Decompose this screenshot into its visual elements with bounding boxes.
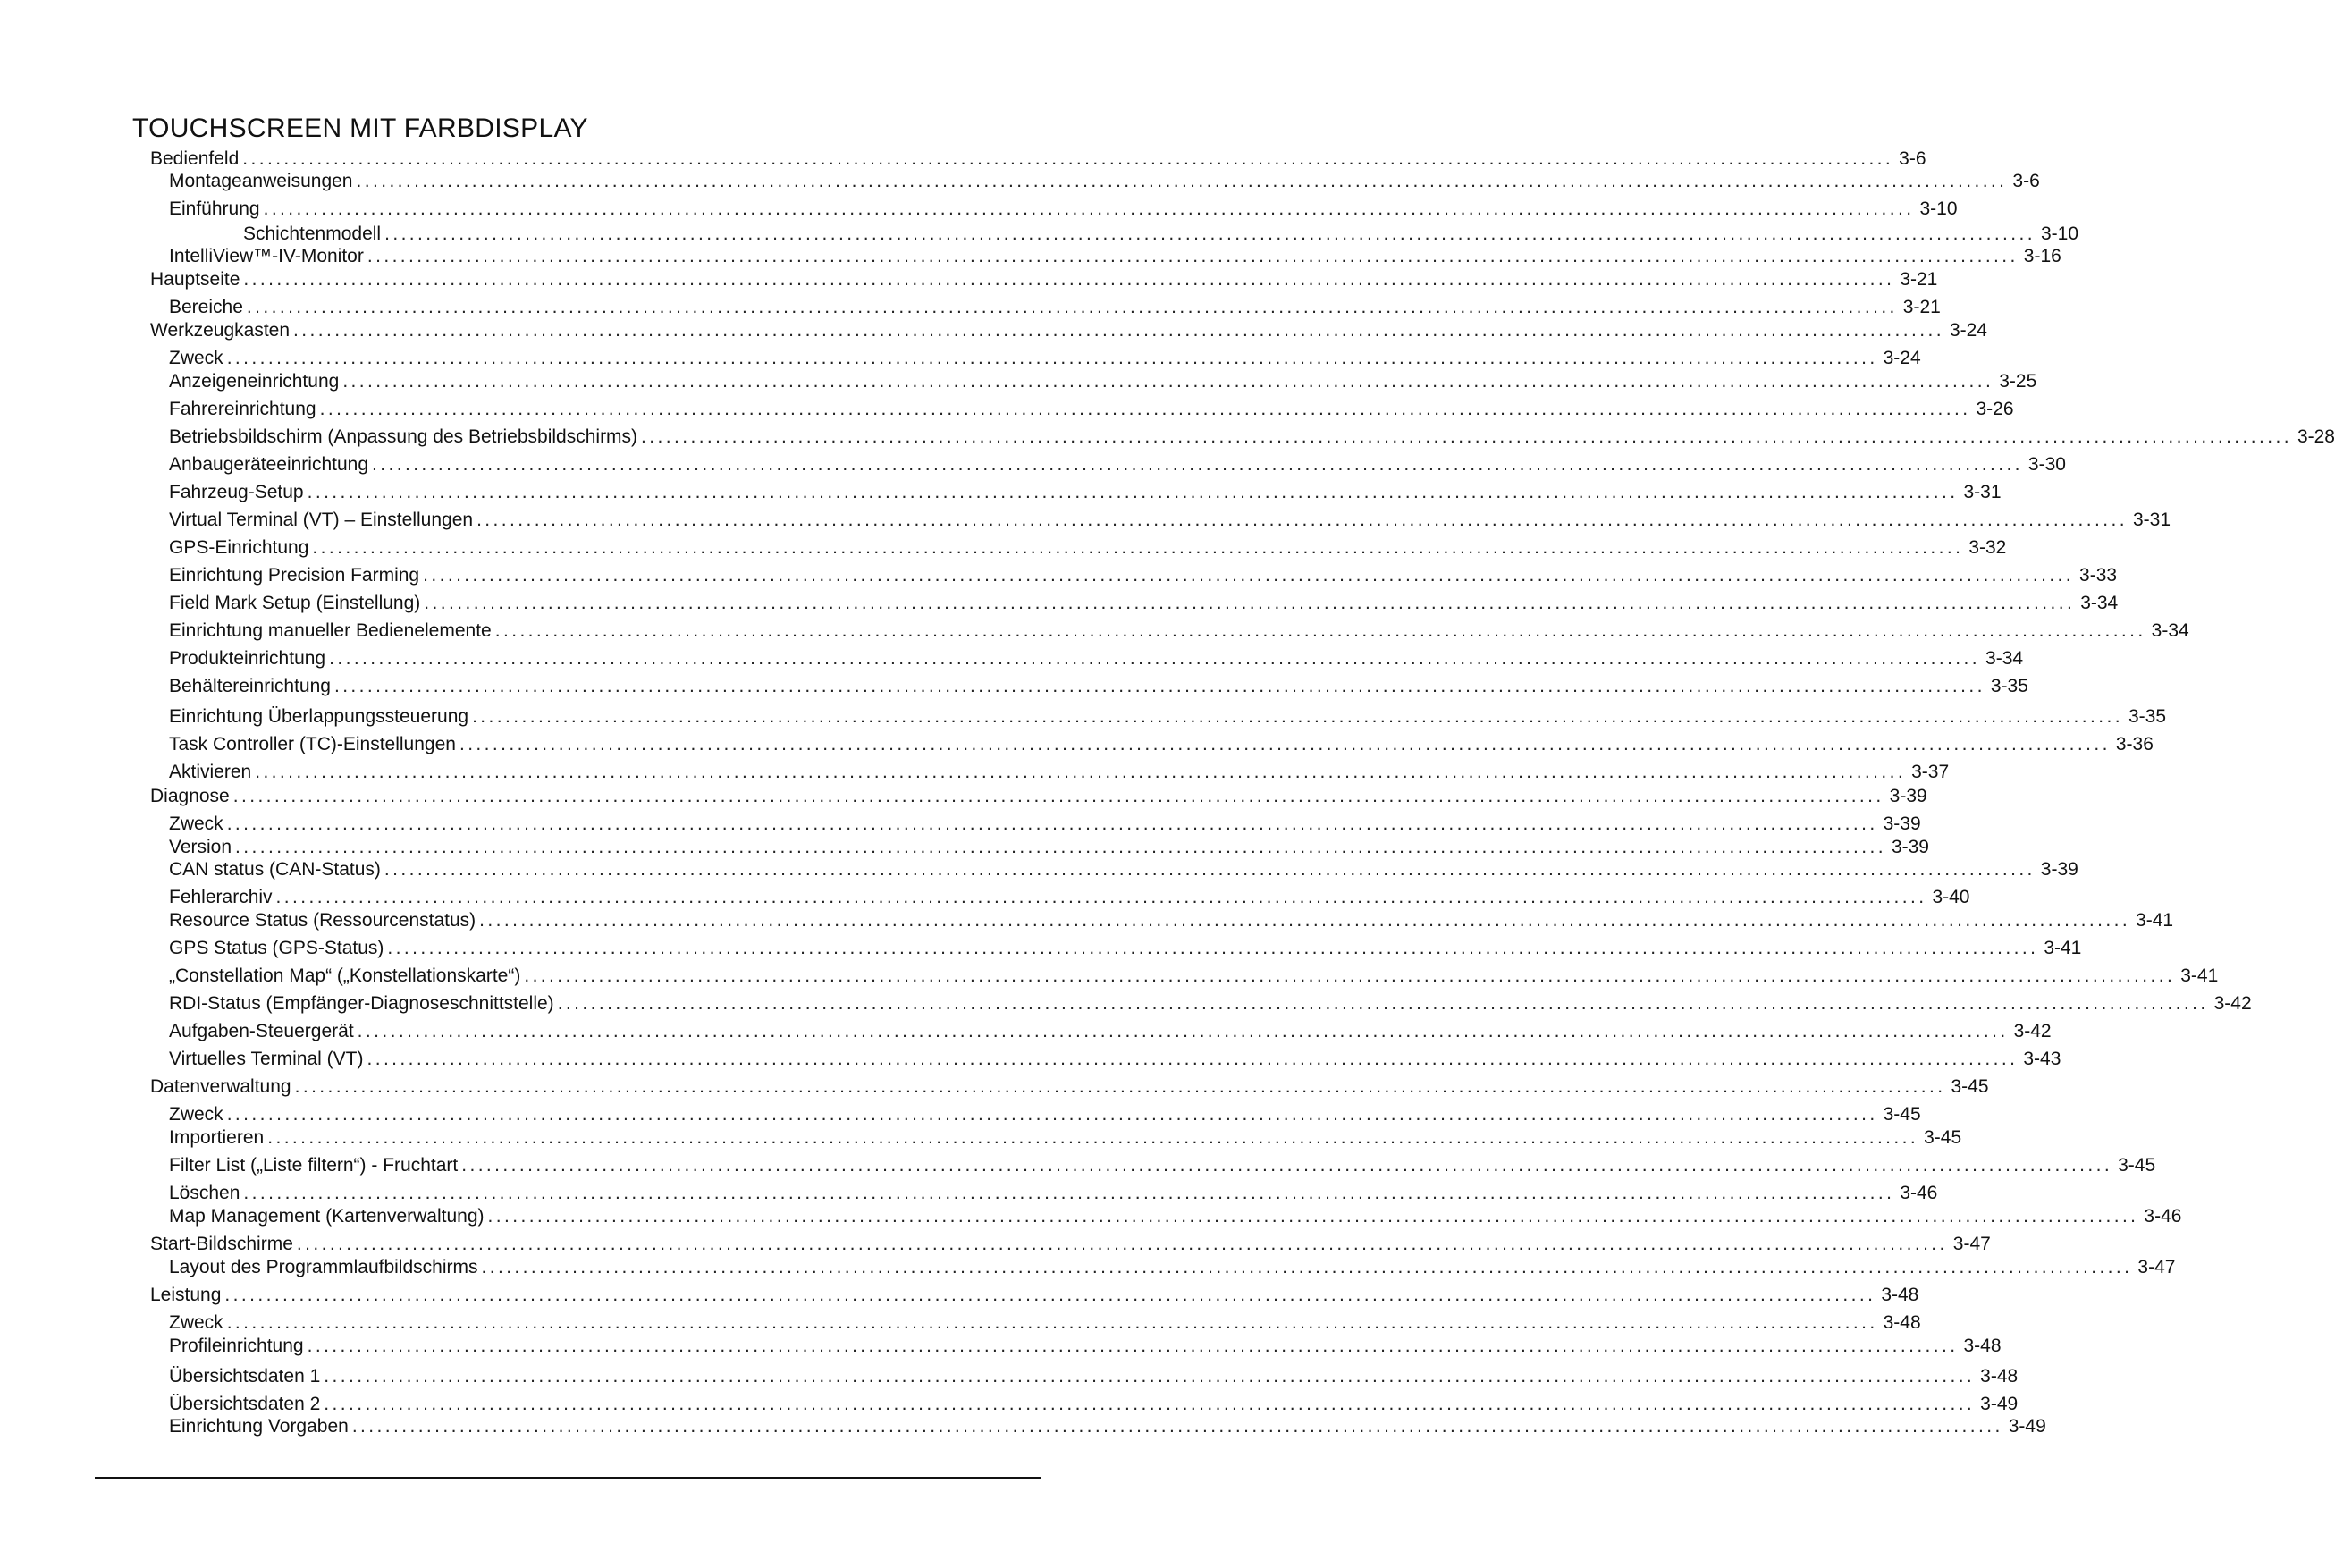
toc-entry[interactable] — [169, 906, 2174, 932]
toc-entry-label: Montageanweisungen — [169, 171, 353, 191]
toc-entry-page: 3-45 — [2118, 1155, 2156, 1176]
leader-dots: ........................................................................................................................................................................................................ — [476, 510, 2128, 530]
toc-entry-page: 3-39 — [1889, 786, 1927, 806]
toc-entry-page: 3-25 — [1999, 371, 2037, 392]
leader-dots: ........................................................................................................................................................................................................ — [351, 1416, 2003, 1437]
toc-entry[interactable] — [169, 1362, 2019, 1387]
toc-entry[interactable] — [169, 645, 2024, 670]
toc-entry-label: Filter List („Liste filtern“) - Fruchtart — [169, 1155, 459, 1176]
toc-entry[interactable] — [169, 561, 2118, 586]
toc-entry-label: Produkteinrichtung — [169, 648, 326, 669]
leader-dots: ........................................................................................................................................................................................................ — [357, 1021, 2009, 1041]
leader-dots: ........................................................................................................................................................................................................ — [367, 1049, 2019, 1069]
leader-dots: ........................................................................................................................................................................................................ — [235, 837, 1886, 857]
toc-entry[interactable] — [169, 167, 2040, 192]
leader-dots: ........................................................................................................................................................................................................ — [384, 223, 2036, 244]
leader-dots: ........................................................................................................................................................................................................ — [481, 1257, 2133, 1277]
leader-dots: ........................................................................................................................................................................................................ — [387, 938, 2039, 958]
leader-dots: ........................................................................................................................................................................................................ — [384, 859, 2036, 880]
toc-entry-page: 3-34 — [2151, 620, 2189, 641]
toc-entry-label: Behältereinrichtung — [169, 676, 331, 696]
toc-entry-page: 3-10 — [1919, 198, 1958, 219]
leader-dots: ........................................................................................................................................................................................................ — [246, 297, 1898, 317]
toc-entry-page: 3-48 — [1883, 1312, 1921, 1333]
toc-entry-page: 3-42 — [2013, 1021, 2052, 1041]
toc-entry-label: CAN status (CAN-Status) — [169, 859, 381, 880]
toc-entry[interactable] — [150, 1230, 1991, 1255]
toc-entry[interactable] — [169, 934, 2082, 959]
toc-entry-label: Diagnose — [150, 786, 230, 806]
toc-entry-page: 3-31 — [2132, 510, 2171, 530]
leader-dots: ........................................................................................................................................................................................................ — [324, 1366, 1976, 1387]
toc-entry[interactable] — [169, 833, 1929, 858]
toc-entry-page: 3-21 — [1900, 269, 1938, 290]
toc-entry[interactable] — [169, 883, 1970, 908]
toc-entry-page: 3-47 — [2137, 1257, 2176, 1277]
toc-entry-page: 3-32 — [1968, 537, 2007, 558]
toc-entry-page: 3-30 — [2027, 454, 2066, 475]
toc-entry-page: 3-31 — [1963, 482, 2002, 502]
footer-rule — [95, 1477, 1041, 1479]
toc-entry[interactable] — [150, 782, 1927, 807]
leader-dots: ........................................................................................................................................................................................................ — [372, 454, 2023, 475]
toc-entry-label: Einrichtung manueller Bedienelemente — [169, 620, 492, 641]
toc-entry[interactable] — [169, 534, 2007, 559]
leader-dots: ........................................................................................................................................................................................................ — [226, 348, 1878, 368]
toc-entry-label: RDI-Status (Empfänger-Diagnoseschnittstelle) — [169, 993, 554, 1014]
leader-dots: ........................................................................................................................................................................................................ — [293, 320, 1944, 341]
leader-dots: ........................................................................................................................................................................................................ — [255, 762, 1907, 782]
leader-dots: ........................................................................................................................................................................................................ — [263, 198, 1915, 219]
toc-entry-label: „Constellation Map“ („Konstellationskarte“) — [169, 965, 521, 986]
toc-entry-label: Virtuelles Terminal (VT) — [169, 1049, 364, 1069]
leader-dots: ........................................................................................................................................................................................................ — [243, 269, 1895, 290]
leader-dots: ........................................................................................................................................................................................................ — [226, 814, 1878, 834]
toc-entry[interactable] — [169, 1017, 2052, 1042]
toc-entry-label: Fahrzeug-Setup — [169, 482, 304, 502]
leader-dots: ........................................................................................................................................................................................................ — [224, 1285, 1876, 1305]
toc-entry-label: Version — [169, 837, 232, 857]
toc-entry[interactable] — [169, 1151, 2156, 1176]
toc-entry[interactable] — [169, 242, 2061, 267]
toc-entry-label: Fahrereinrichtung — [169, 399, 316, 419]
toc-entry-page: 3-45 — [1924, 1127, 1962, 1148]
toc-entry-label: Layout des Programmlaufbildschirms — [169, 1257, 478, 1277]
toc-entry[interactable] — [169, 1253, 2176, 1278]
leader-dots: ........................................................................................................................................................................................................ — [307, 482, 1959, 502]
toc-entry-page: 3-34 — [2080, 593, 2119, 613]
toc-entry[interactable] — [169, 451, 2066, 476]
toc-entry[interactable] — [169, 1390, 2019, 1415]
toc-entry-page: 3-46 — [2144, 1206, 2182, 1227]
toc-entry[interactable] — [169, 810, 1921, 835]
toc-entry-label: Zweck — [169, 1104, 223, 1125]
toc-entry[interactable] — [150, 316, 1987, 341]
toc-entry[interactable] — [169, 1100, 1921, 1125]
leader-dots: ........................................................................................................................................................................................................ — [324, 1394, 1976, 1414]
toc-entry-page: 3-48 — [1980, 1366, 2019, 1387]
toc-entry-label: Fehlerarchiv — [169, 887, 273, 907]
toc-entry-label: Map Management (Kartenverwaltung) — [169, 1206, 485, 1227]
toc-entry-page: 3-43 — [2023, 1049, 2061, 1069]
toc-entry-label: Start-Bildschirme — [150, 1234, 293, 1254]
toc-entry-label: Leistung — [150, 1285, 222, 1305]
toc-entry-label: Zweck — [169, 1312, 223, 1333]
toc-entry-label: Aufgaben-Steuergerät — [169, 1021, 354, 1041]
toc-entry-page: 3-35 — [1990, 676, 2028, 696]
leader-dots: ........................................................................................................................................................................................................ — [423, 565, 2075, 586]
toc-entry-page: 3-48 — [1881, 1285, 1919, 1305]
toc-entry-page: 3-49 — [1980, 1394, 2019, 1414]
toc-entry-page: 3-42 — [2213, 993, 2252, 1014]
toc-entry-label: Löschen — [169, 1183, 240, 1203]
leader-dots: ........................................................................................................................................................................................................ — [356, 171, 2008, 191]
toc-entry-page: 3-26 — [1976, 399, 2014, 419]
toc-entry-label: Übersichtsdaten 1 — [169, 1366, 321, 1387]
toc-entry-label: Resource Status (Ressourcenstatus) — [169, 910, 476, 931]
toc-entry[interactable] — [169, 1332, 2002, 1357]
toc-entry-page: 3-36 — [2115, 734, 2154, 754]
toc-entry-page: 3-33 — [2079, 565, 2118, 586]
toc-entry-page: 3-46 — [1900, 1183, 1938, 1203]
toc-entry-page: 3-45 — [1883, 1104, 1921, 1125]
section-title: TOUCHSCREEN MIT FARBDISPLAY — [132, 114, 588, 143]
toc-entry-label: Einrichtung Vorgaben — [169, 1416, 349, 1437]
leader-dots: ........................................................................................................................................................................................................ — [641, 426, 2292, 447]
toc-entry-page: 3-16 — [2023, 246, 2061, 266]
leader-dots: ........................................................................................................................................................................................................ — [294, 1076, 1946, 1097]
toc-entry[interactable] — [169, 1309, 1921, 1334]
toc-entry-label: Field Mark Setup (Einstellung) — [169, 593, 421, 613]
toc-entry-label: Virtual Terminal (VT) – Einstellungen — [169, 510, 474, 530]
toc-entry-label: Profileinrichtung — [169, 1336, 304, 1356]
leader-dots: ........................................................................................................................................................................................................ — [243, 1183, 1895, 1203]
toc-entry-page: 3-40 — [1932, 887, 1970, 907]
toc-entry-label: Bedienfeld — [150, 148, 240, 169]
toc-entry[interactable] — [169, 1179, 1938, 1204]
leader-dots: ........................................................................................................................................................................................................ — [333, 676, 1985, 696]
toc-entry-label: GPS Status (GPS-Status) — [169, 938, 384, 958]
toc-entry-label: Schichtenmodell — [243, 223, 382, 244]
toc-entry-page: 3-41 — [2044, 938, 2082, 958]
toc-entry[interactable] — [169, 962, 2219, 987]
toc-entry-page: 3-6 — [2012, 171, 2040, 191]
toc-entry-label: Bereiche — [169, 297, 243, 317]
toc-entry-page: 3-21 — [1902, 297, 1941, 317]
toc-entry-page: 3-47 — [1952, 1234, 1991, 1254]
toc-entry-label: Datenverwaltung — [150, 1076, 291, 1097]
leader-dots: ........................................................................................................................................................................................................ — [487, 1206, 2139, 1227]
toc-entry[interactable] — [169, 344, 1921, 369]
toc-entry[interactable] — [169, 506, 2171, 531]
toc-entry-page: 3-49 — [2008, 1416, 2046, 1437]
toc-entry-label: IntelliView™-IV-Monitor — [169, 246, 364, 266]
leader-dots: ........................................................................................................................................................................................................ — [479, 910, 2131, 931]
toc-entry-page: 3-35 — [2128, 706, 2166, 727]
leader-dots: ........................................................................................................................................................................................................ — [342, 371, 1994, 392]
toc-entry[interactable] — [169, 1412, 2046, 1437]
leader-dots: ........................................................................................................................................................................................................ — [472, 706, 2123, 727]
leader-dots: ........................................................................................................................................................................................................ — [524, 965, 2176, 986]
toc-entry[interactable] — [169, 589, 2119, 614]
toc-entry-page: 3-28 — [2297, 426, 2335, 447]
leader-dots: ........................................................................................................................................................................................................ — [267, 1127, 1919, 1148]
toc-entry-label: Hauptseite — [150, 269, 240, 290]
toc-entry-label: Einrichtung Überlappungssteuerung — [169, 706, 469, 727]
toc-entry-page: 3-34 — [1985, 648, 2024, 669]
toc-entry[interactable] — [150, 145, 1926, 170]
leader-dots: ........................................................................................................................................................................................................ — [319, 399, 1971, 419]
toc-entry[interactable] — [169, 293, 1941, 318]
toc-entry[interactable] — [169, 395, 2014, 420]
toc-entry[interactable] — [150, 266, 1938, 291]
toc-entry-label: Anbaugeräteeinrichtung — [169, 454, 369, 475]
toc-entry[interactable] — [169, 856, 2078, 881]
toc-entry[interactable] — [150, 1073, 1989, 1098]
toc-entry[interactable] — [169, 617, 2189, 642]
leader-dots: ........................................................................................................................................................................................................ — [424, 593, 2076, 613]
leader-dots: ........................................................................................................................................................................................................ — [329, 648, 1981, 669]
toc-entry-page: 3-41 — [2180, 965, 2219, 986]
toc-entry-label: Betriebsbildschirm (Anpassung des Betriebsbildschirms) — [169, 426, 638, 447]
leader-dots: ........................................................................................................................................................................................................ — [461, 1155, 2113, 1176]
toc-entry-label: Importieren — [169, 1127, 265, 1148]
leader-dots: ........................................................................................................................................................................................................ — [459, 734, 2111, 754]
toc-entry[interactable] — [169, 758, 1950, 783]
toc-entry[interactable] — [169, 478, 2002, 503]
toc-entry-label: Aktivieren — [169, 762, 252, 782]
toc-entry-page: 3-39 — [1891, 837, 1929, 857]
toc-entry-page: 3-37 — [1911, 762, 1950, 782]
toc-entry-page: 3-41 — [2136, 910, 2174, 931]
toc-entry-label: Anzeigeneinrichtung — [169, 371, 340, 392]
toc-entry-page: 3-10 — [2041, 223, 2079, 244]
toc-entry-page: 3-39 — [1883, 814, 1921, 834]
toc-entry[interactable] — [169, 703, 2166, 728]
toc-entry[interactable] — [169, 990, 2252, 1015]
toc-entry-label: Zweck — [169, 814, 223, 834]
toc-entry-page: 3-39 — [2040, 859, 2078, 880]
toc-entry[interactable] — [150, 1281, 1919, 1306]
toc-entry[interactable] — [169, 1124, 1962, 1149]
leader-dots: ........................................................................................................................................................................................................ — [494, 620, 2146, 641]
toc-entry-label: Werkzeugkasten — [150, 320, 291, 341]
leader-dots: ........................................................................................................................................................................................................ — [307, 1336, 1959, 1356]
toc-entry[interactable] — [243, 220, 2079, 245]
leader-dots: ........................................................................................................................................................................................................ — [296, 1234, 1948, 1254]
toc-entry-page: 3-24 — [1883, 348, 1921, 368]
toc-entry-page: 3-6 — [1899, 148, 1926, 169]
toc-entry-page: 3-24 — [1949, 320, 1987, 341]
toc-entry-label: GPS-Einrichtung — [169, 537, 309, 558]
leader-dots: ........................................................................................................................................................................................................ — [367, 246, 2019, 266]
toc-entry[interactable] — [169, 367, 2037, 392]
leader-dots: ........................................................................................................................................................................................................ — [226, 1312, 1878, 1333]
toc-entry-label: Task Controller (TC)-Einstellungen — [169, 734, 456, 754]
toc-entry-page: 3-45 — [1951, 1076, 1989, 1097]
toc-entry-label: Einrichtung Precision Farming — [169, 565, 420, 586]
leader-dots: ........................................................................................................................................................................................................ — [232, 786, 1884, 806]
toc-entry[interactable] — [169, 1202, 2182, 1227]
leader-dots: ........................................................................................................................................................................................................ — [312, 537, 1964, 558]
toc-entry[interactable] — [169, 672, 2028, 697]
toc-entry[interactable] — [169, 1045, 2061, 1070]
toc-entry-page: 3-48 — [1963, 1336, 2002, 1356]
toc-entry[interactable] — [169, 730, 2154, 755]
toc-entry[interactable] — [169, 195, 1958, 220]
leader-dots: ........................................................................................................................................................................................................ — [242, 148, 1894, 169]
leader-dots: ........................................................................................................................................................................................................ — [226, 1104, 1878, 1125]
leader-dots: ........................................................................................................................................................................................................ — [557, 993, 2209, 1014]
toc-entry[interactable] — [169, 423, 2335, 448]
leader-dots: ........................................................................................................................................................................................................ — [275, 887, 1927, 907]
toc-entry-label: Zweck — [169, 348, 223, 368]
toc-entry-label: Einführung — [169, 198, 260, 219]
toc-entry-label: Übersichtsdaten 2 — [169, 1394, 321, 1414]
